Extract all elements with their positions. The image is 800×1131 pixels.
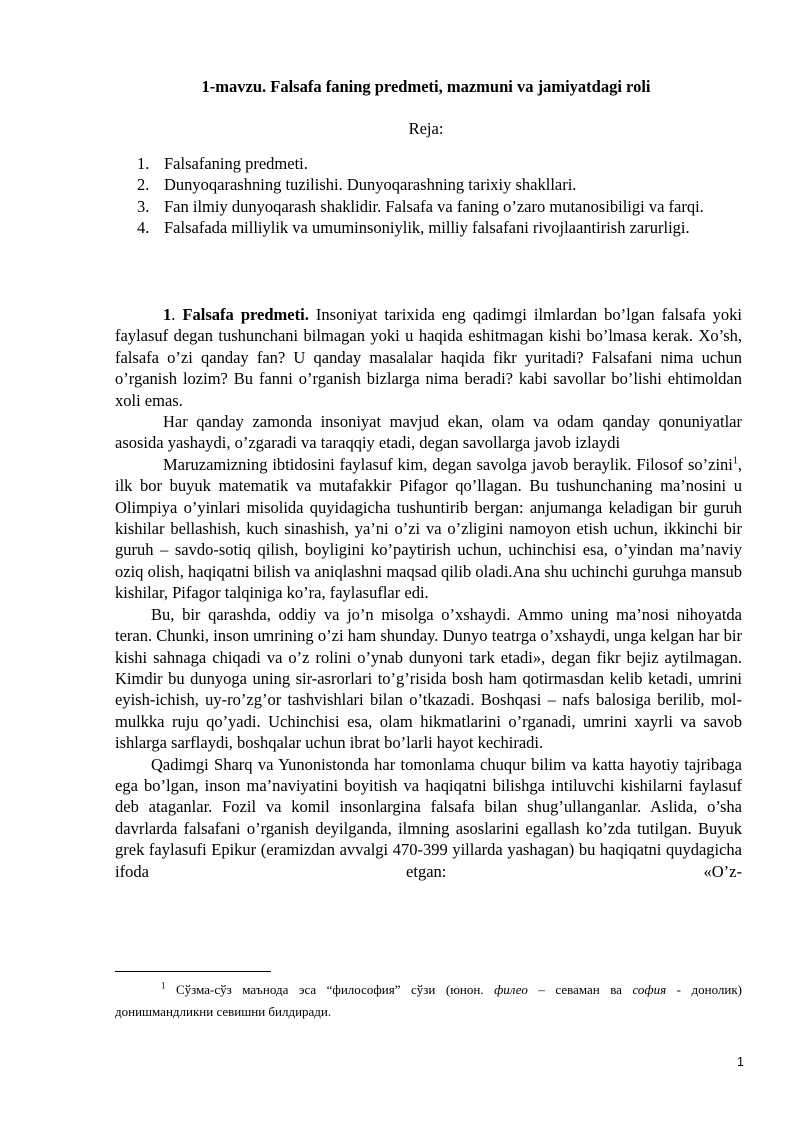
plan-item-number: 4. (137, 218, 150, 238)
plan-item (137, 217, 742, 238)
plan-item-number: 2. (137, 175, 150, 195)
plan-item (137, 196, 742, 217)
footnote-term: софия (632, 982, 667, 997)
paragraph: Har qanday zamonda insoniyat mavjud ekan, olam va odam qanday qonuniyatlar asosida yashaydi, o’zgaradi va taraqqiy etadi, degan savollarga javob izlaydi (115, 412, 742, 453)
plan-item-text: Fan ilmiy dunyoqarash shaklidir. Falsafa va faning o’zaro mutanosibiligi va farqi. (164, 196, 704, 216)
footnote-text: Сўзма-сўз маънода эса “философия” сўзи (юнон. (165, 982, 495, 997)
footnote (115, 979, 742, 1022)
paragraph-text: , ilk bor buyuk matematik va mutafakkir Pifagor qo’llagan. Bu tushunchaning ma’nosini u Olimpiya o’yinlari misolida quyidagicha tushuntirib bergan: anjumanga keladigan bir guruh kishilar bellashish, kuch sinashish, ya’ni o’zi va o’zligini namoyon etish uchun, ikkinchi bir guruh – savdo-sotiq qilish, boyligini ko’paytirish uchun, uchinchisi esa, o’yindan ma’naviy oziq olish, haqiqatni bilish va aniqlashni maqsad qilib oladi.Ana shu uchinchi guruhga mansub kishilar, Pifagor talqiniga ko’ra, faylasuflar edi. (115, 454, 742, 603)
plan-list (137, 153, 742, 239)
plan-item-text: Falsafaning predmeti. (164, 154, 308, 173)
plan-heading: Reja: (408, 119, 444, 138)
plan-item (137, 153, 742, 174)
plan-item-text: Falsafada milliylik va umuminsoniylik, milliy falsafani rivojlaantirish zarurligi. (164, 218, 690, 238)
paragraph: Bu, bir qarashda, oddiy va jo’n misolga o’xshaydi. Ammo uning ma’nosi nihoyatda teran. Chunki, inson umrining o’zi ham shunday. Dunyo teatrga o’xshaydi, unga kelgan har bir kishi sahnaga chiqadi va o’z rolini o’ynab dunyoni tark etadi», degan fikr bejiz aytilmagan. Kimdir bu dunyoga uning sir-asrorlari to’g’risida bosh ham qotirmasdan kelib ketadi, umrini eyish-ichish, uy-ro’zg’or tashvishlari bilan o’tkazadi. Boshqasi – nafs balosiga berilib, mol-mulkka ruju qo’yadi. Uchinchisi esa, olam hikmatlarini o’rganadi, umrini xayrli va savob ishlarga sarflaydi, boshqalar uchun ibrat bo’larli hayot kechiradi. (115, 604, 742, 753)
page-title: 1-mavzu. Falsafa faning predmeti, mazmuni va jamiyatdagi roli (201, 77, 651, 96)
paragraph-text: Maruzamizning ibtidosini faylasuf kim, degan savolga javob beraylik. Filosof so’zini (163, 454, 733, 474)
plan-item-number: 3. (137, 196, 150, 216)
plan-item-text: Dunyoqarashning tuzilishi. Dunyoqarashning tarixiy shakllari. (164, 175, 577, 195)
footnote-text: – севаман ва (527, 982, 633, 997)
section-number: 1 (163, 305, 172, 324)
section-heading: Falsafa predmeti. (182, 305, 309, 324)
footnote-separator (115, 971, 271, 972)
body-text (115, 304, 742, 882)
plan-item-number: 1. (137, 154, 150, 173)
footnote-term: филео (494, 982, 528, 997)
footnote-text: - донолик) донишмандликни севишни билдиради. (115, 982, 742, 1019)
footnote-reference: 1 (732, 455, 738, 467)
page-number: 1 (737, 1055, 744, 1069)
paragraph: 1. Falsafa predmeti. Insoniyat tarixida eng qadimgi ilmlardan bo’lgan falsafa yoki faylasuf degan tushunchani bilmagan yoki u haqida eshitmagan kishi bo’lmasa kerak. Xo’sh, falsafa o’zi qanday fan? U qanday masalalar haqida fikr yuritadi? Falsafani nima uchun o’rganish lozim? Bu fanni o’rganish bizlarga nima beradi? kabi savollar bo’lishi ehtimoldan xoli emas. (115, 305, 743, 410)
plan-item (137, 174, 742, 195)
paragraph: Qadimgi Sharq va Yunonistonda har tomonlama chuqur bilim va katta hayotiy tajribaga ega bo’lgan, inson ma’naviyatini boyitish va haqiqatni bilishga intiluvchi kishilarni faylasuf deb ataganlar. Fozil va komil insonlargina falsafa bilan shug’ullanganlar. Aslida, o’sha davrlarda falsafani o’rganish deyilganda, ilmning asoslarini egallash ko’zda tutilgan. Buyuk grek faylasufi Epikur (eramizdan avvalgi 470-399 yillarda yashagan) bu haqiqatni quydagicha ifoda etgan: «O’z- (115, 754, 742, 881)
paragraph-text: Insoniyat tarixida eng qadimgi ilmlardan bo’lgan falsafa yoki faylasuf degan tushunchani bilmagan yoki u haqida eshitmagan kishi bo’lmasa kerak. Xo’sh, falsafa o’zi qanday fan? U qanday masalalar haqida fikr yuritadi? Falsafani nima uchun o’rganish lozim? Bu fanni o’rganish bizlarga nima beradi? kabi savollar bo’lishi ehtimoldan xoli emas. (115, 305, 743, 410)
footnote-mark: 1 (161, 980, 166, 991)
paragraph (115, 454, 742, 604)
